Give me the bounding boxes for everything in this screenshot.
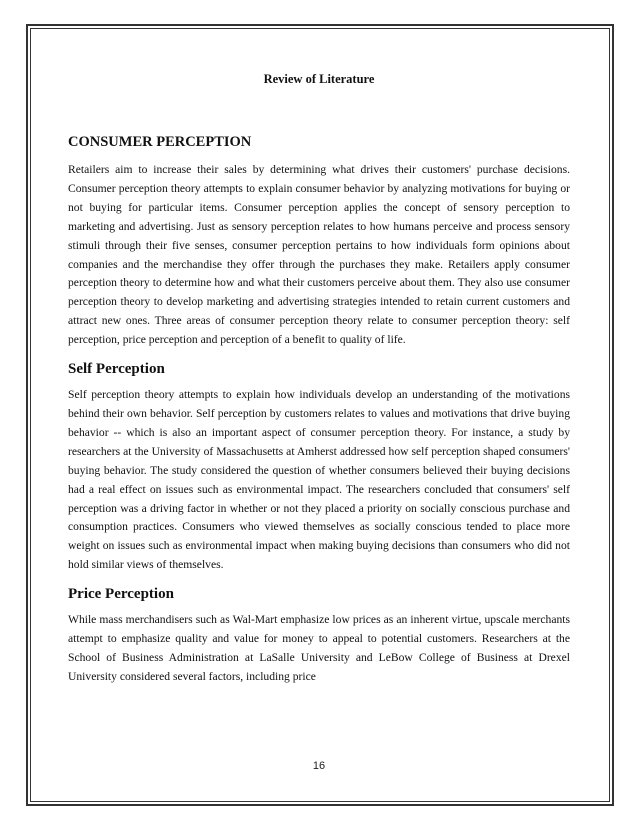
section-heading-consumer-perception: CONSUMER PERCEPTION (68, 134, 252, 150)
section-heading-self-perception: Self Perception (68, 361, 165, 378)
paragraph-price-perception: While mass merchandisers such as Wal-Mart emphasize low prices as an inherent virtue, upscale merchants attempt to emphasize quality and value for money to appeal to potential customers. Researchers at the School of Business Administration at LaSalle University and LeBow College of Business at Drexel University considered several factors, including price (68, 613, 570, 683)
paragraph-consumer-perception: Retailers aim to increase their sales by determining what drives their customers' purchase decisions. Consumer perception theory attempts to explain consumer behavior by analyzing motivations for buying or not buying for particular items. Consumer perception applies the concept of sensory perception to marketing and advertising. Just as sensory perception relates to how humans perceive and process sensory stimuli through their five senses, consumer perception pertains to how individuals form opinions about companies and the merchandise they offer through the purchases they make. Retailers apply consumer perception theory to determine how and what their customers perceive about them. They also use consumer perception theory to develop marketing and advertising strategies intended to retain current customers and attract new ones. Three areas of consumer perception theory relate to consumer perception theory: self perception, price perception and perception of a benefit to quality of life. (68, 163, 570, 347)
section-heading-price-perception: Price Perception (68, 586, 174, 603)
page-number: 16 (312, 760, 326, 772)
paragraph-self-perception: Self perception theory attempts to explain how individuals develop an understanding of the motivations behind their own behavior. Self perception by customers relates to values and motivations that drive buying behavior -- which is also an important aspect of consumer perception theory. For instance, a study by researchers at the University of Massachusetts at Amherst addressed how self perception shaped consumers' buying behavior. The study considered the question of whether consumers believed their buying decisions had a real effect on issues such as environmental impact. The researchers concluded that consumers' self perception was a driving factor in whether or not they placed a priority on socially conscious purchase and consumption practices. Consumers who viewed themselves as socially conscious tended to place more weight on issues such as environmental impact when making buying decisions than consumers who did not hold similar views of themselves. (68, 388, 570, 572)
document-title: Review of Literature (263, 72, 375, 86)
page-content (68, 70, 570, 697)
